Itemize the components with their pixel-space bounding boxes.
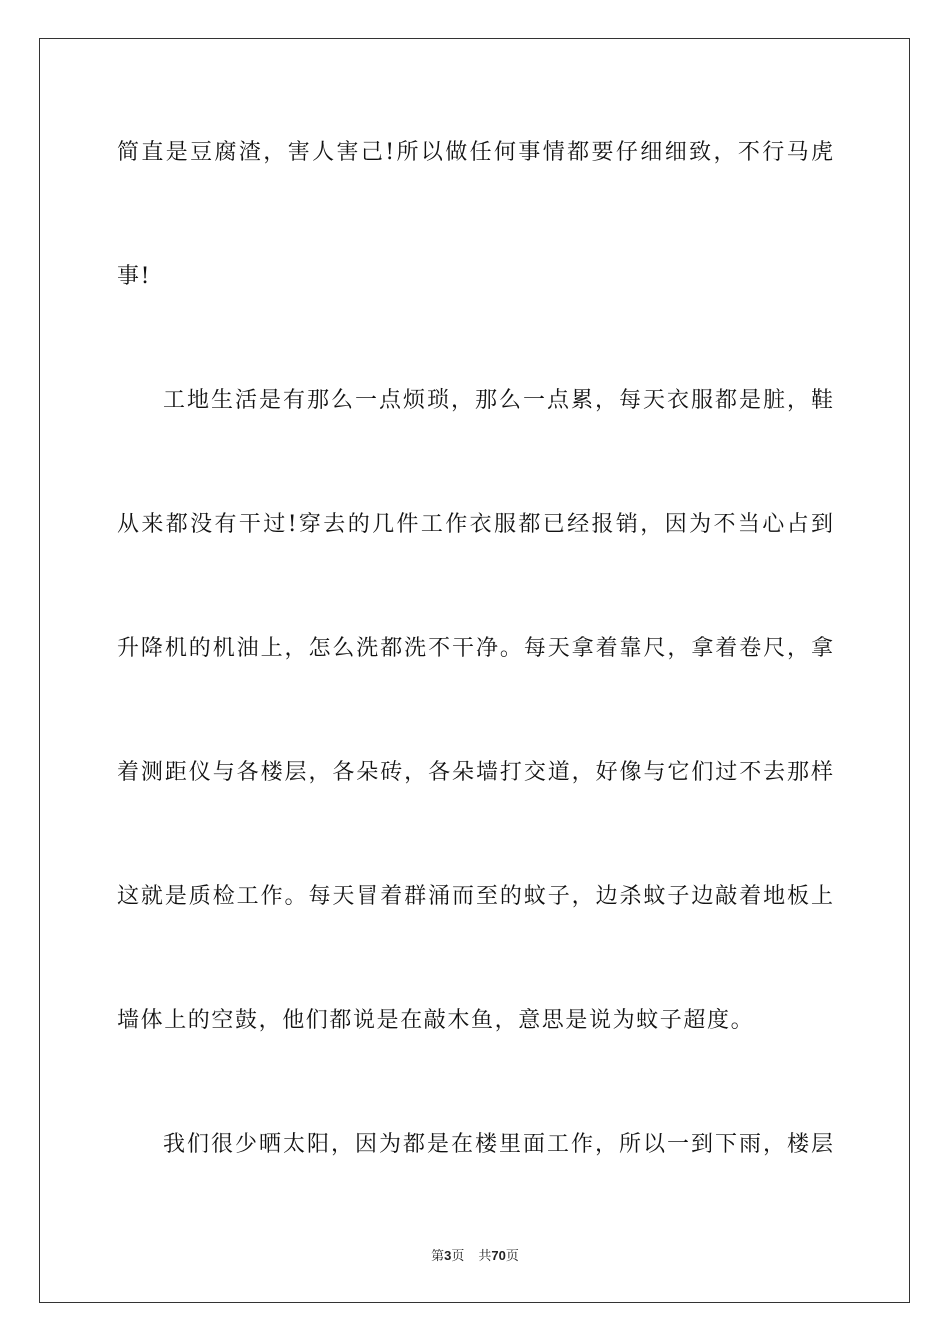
footer-page-suffix: 页 xyxy=(451,1249,465,1264)
footer-total-suffix: 页 xyxy=(505,1249,519,1264)
footer-page-prefix: 第 xyxy=(431,1249,445,1264)
text-line-8: 墙体上的空鼓，他们都说是在敲木鱼，意思是说为蚊子超度。 xyxy=(117,1008,755,1033)
text-line-5: 升降机的机油上，怎么洗都洗不干净。每天拿着靠尺，拿着卷尺，拿 xyxy=(117,636,833,661)
footer-total-pages: 70 xyxy=(491,1248,506,1263)
text-line-1: 简直是豆腐渣，害人害己!所以做任何事情都要仔细细致，不行马虎 xyxy=(117,140,833,165)
footer-page-number: 3 xyxy=(444,1248,452,1263)
text-line-2: 事! xyxy=(117,264,152,289)
paragraph-start-line-9: 我们很少晒太阳，因为都是在楼里面工作，所以一到下雨，楼层 xyxy=(163,1132,833,1157)
text-line-6: 着测距仪与各楼层，各朵砖，各朵墙打交道，好像与它们过不去那样 xyxy=(117,760,833,785)
page-border xyxy=(39,38,910,1303)
text-line-7: 这就是质检工作。每天冒着群涌而至的蚊子，边杀蚊子边敲着地板上 xyxy=(117,884,833,909)
page-footer xyxy=(0,1246,950,1267)
text-line-4: 从来都没有干过!穿去的几件工作衣服都已经报销，因为不当心占到 xyxy=(117,512,833,537)
paragraph-start-line-3: 工地生活是有那么一点烦琐，那么一点累，每天衣服都是脏，鞋 xyxy=(163,388,833,413)
footer-total-prefix: 共 xyxy=(478,1249,492,1264)
